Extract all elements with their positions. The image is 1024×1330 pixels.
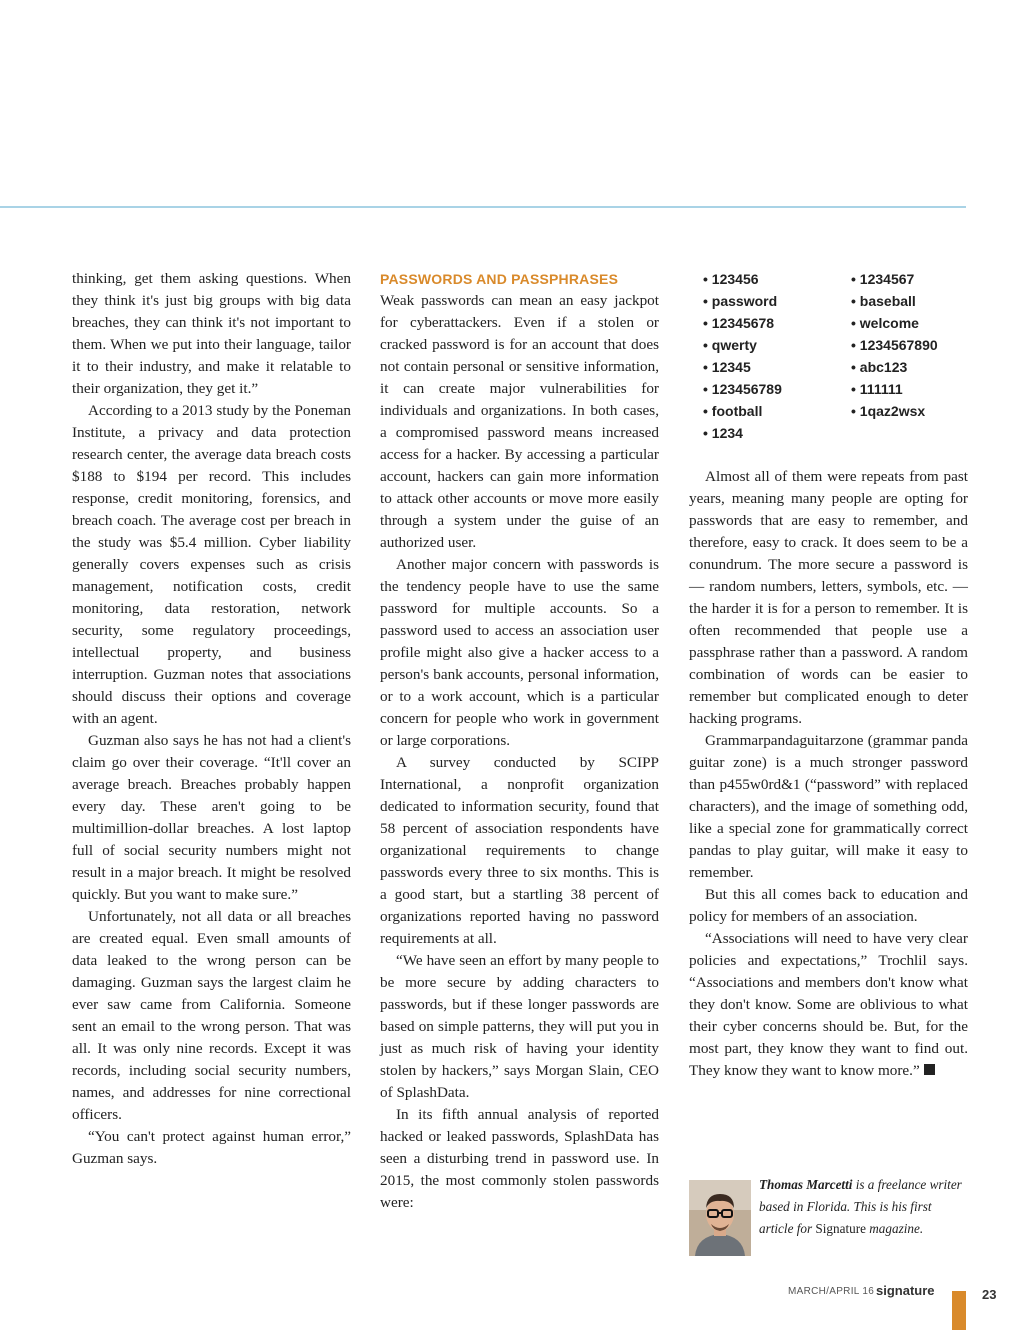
password-item: • 1qaz2wsx: [851, 400, 981, 422]
password-item: • football: [703, 400, 851, 422]
col3-paragraph-4: [689, 928, 968, 1082]
password-item: • welcome: [851, 312, 981, 334]
magazine-name: Signature: [815, 1221, 866, 1236]
password-item: • 1234: [703, 422, 851, 444]
col2-paragraph-4: “We have seen an effort by many people to be more secure by adding characters to passwords, but if these longer passwords are based on simple patterns, they will put you in just as much risk of having your identity stolen by hackers,” says Morgan Slain, CEO of SplashData.: [380, 952, 659, 1101]
column-2: [380, 268, 659, 1214]
author-name: Thomas Marcetti: [759, 1177, 853, 1192]
password-item: • abc123: [851, 356, 981, 378]
author-bio-text: is a freelance writer based in Florida. This is his first article for: [759, 1177, 962, 1236]
section-heading: PASSWORDS AND PASSPHRASES: [380, 271, 619, 287]
col2-paragraph-2: Another major concern with passwords is the tendency people have to use the same password for multiple accounts. So a password used to access an association user profile might also give a hacker access to a person's bank accounts, personal information, or to a work account, which is a particular concern for people who work in government or large corporations.: [380, 556, 659, 749]
password-item: • 12345: [703, 356, 851, 378]
col1-paragraph-4: Unfortunately, not all data or all breaches are created equal. Even small amounts of data leaked to the wrong person can be damaging. Guzman says the largest claim he ever saw came from California. Someone sent an email to the wrong person. That was all. It was only nine records. Except it was records, including social security numbers, names, and addresses for nine correctional officers.: [72, 908, 351, 1123]
end-mark-icon: [924, 1064, 935, 1075]
password-item: • 12345678: [703, 312, 851, 334]
col1-paragraph-5: “You can't protect against human error,” Guzman says.: [72, 1128, 351, 1167]
col1-paragraph-1: thinking, get them asking questions. When they think it's just big groups with big data breaches, they can think it's not important to them. When we put into their language, tailor it to their industry, and make it relatable to their organization, they get it.”: [72, 270, 351, 397]
author-photo-icon: [689, 1180, 751, 1256]
column-1: [72, 268, 351, 1170]
author-box: [689, 1177, 969, 1260]
magazine-brand: signature: [876, 1283, 935, 1298]
col2-paragraph-1: Weak passwords can mean an easy jackpot for cyberattackers. Even if a stolen or cracked password is for an account that does not contain personal or sensitive information, it can create major vulnerabilities for individuals and organizations. In both cases, a compromised password means increased access for a hacker. By accessing a particular account, hackers can gain more information to attack other accounts or move more easily through a system under the guise of an authorized user.: [380, 292, 659, 551]
password-list: [703, 268, 968, 444]
column-3: [689, 268, 968, 1082]
password-item: • 123456: [703, 268, 851, 290]
password-item: • 1234567: [851, 268, 981, 290]
password-item: • 1234567890: [851, 334, 981, 356]
password-item: • baseball: [851, 290, 981, 312]
password-item: • 123456789: [703, 378, 851, 400]
author-bio: [759, 1174, 969, 1240]
col1-paragraph-3: Guzman also says he has not had a client's claim go over their coverage. “It'll cover an average breach. Breaches probably happen every day. These aren't going to be multimillion-dollar breaches. A lost laptop full of social security numbers might not result in a major breach. It might be resolved quickly. But you want to make sure.”: [72, 732, 351, 903]
col1-paragraph-2: According to a 2013 study by the Poneman Institute, a privacy and data protection research center, the average data breach costs $188 to $194 per record. This includes response, credit monitoring, forensics, and breach coach. The average cost per breach in the study was $5.4 million. Cyber liability generally covers expenses such as crisis management, notification costs, credit monitoring, data restoration, network security, some regulatory proceedings, intellectual property, and business interruption. Guzman notes that associations should discuss their options and coverage with an agent.: [72, 402, 351, 727]
password-item: • 111111: [851, 378, 981, 400]
page-number: 23: [982, 1287, 997, 1302]
issue-date: MARCH/APRIL 16: [788, 1286, 875, 1297]
top-divider: [0, 206, 966, 208]
author-bio-end: magazine.: [865, 1221, 924, 1236]
col3-paragraph-3: But this all comes back to education and policy for members of an association.: [689, 886, 968, 925]
col3-paragraph-1: Almost all of them were repeats from past years, meaning many people are opting for passwords that are easy to remember, and therefore, easy to crack. It does seem to be a conundrum. The more secure a password is — random numbers, letters, symbols, etc. — the harder it is for a person to remember. It is often recommended that people use a passphrase rather than a password. A random combination of words can be easier to remember but complicated enough to deter hacking programs.: [689, 468, 968, 727]
password-item: • password: [703, 290, 851, 312]
col2-paragraph-5: In its fifth annual analysis of reported hacked or leaked passwords, SplashData has seen a disturbing trend in password use. In 2015, the most commonly stolen passwords were:: [380, 1106, 659, 1211]
page-accent-bar: [952, 1291, 966, 1330]
col2-paragraph-3: A survey conducted by SCIPP International, a nonprofit organization dedicated to information security, found that 58 percent of association respondents have organizational requirements to change passwords every three to six months. This is a good start, but a startling 38 percent of organizations reported having no password requirements at all.: [380, 754, 659, 947]
password-item: • qwerty: [703, 334, 851, 356]
author-photo: [689, 1180, 751, 1256]
col3-paragraph-2: Grammarpandaguitarzone (grammar panda guitar zone) is a much stronger password than p455w0rd&1 (“password” with replaced characters), and the image of something odd, like a special zone for grammatically correct pandas to play guitar, will make it easy to remember.: [689, 732, 968, 881]
col3-paragraph-4-text: “Associations will need to have very clear policies and expectations,” Trochlil says. “Associations and members don't know what they don't know. Some are oblivious to what their cyber concerns should be. But, for the most part, they know they want to find out. They know they want to know more.”: [689, 930, 968, 1079]
